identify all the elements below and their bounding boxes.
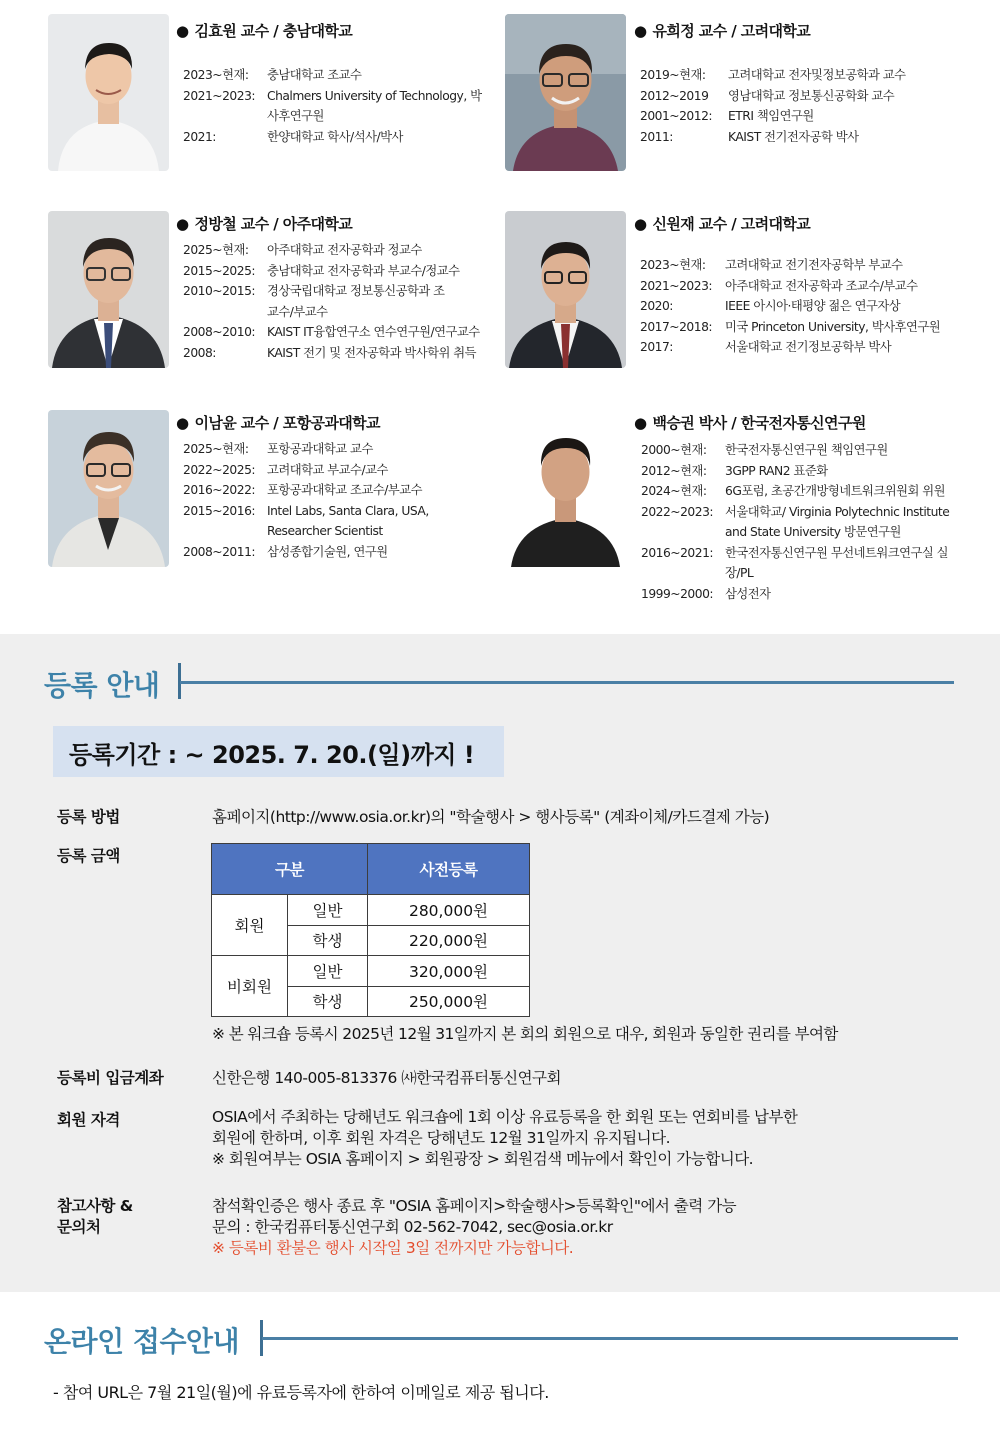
speaker-photo: [505, 14, 626, 171]
speaker-name: ● 정방철 교수 / 아주대학교: [176, 215, 353, 233]
speaker-career: [640, 65, 960, 147]
method-label: 등록 방법: [57, 808, 120, 826]
career-row: 2021: 한양대학교 학사/석사/박사: [183, 129, 403, 144]
career-row: 2001~2012: ETRI 책임연구원: [640, 109, 814, 123]
speaker-name: ● 이남윤 교수 / 포항공과대학교: [176, 414, 380, 432]
refund-note: ※ 등록비 환불은 행사 시작일 3일 전까지만 가능합니다.: [212, 1239, 574, 1257]
membership-label: 회원 자격: [57, 1111, 120, 1129]
speaker-career: [183, 439, 483, 562]
career-row: 2008~2011: 삼성종합기술원, 연구원: [183, 544, 388, 559]
registration-section: [0, 634, 1000, 1292]
fee-member-cell: 회원: [212, 895, 288, 956]
career-row: 2021~2023: Chalmers University of Technology, 박사후연구원: [183, 88, 482, 123]
table-row: [212, 895, 530, 926]
table-row: [212, 956, 530, 987]
notes-text: 참석확인증은 행사 종료 후 "OSIA 홈페이지>학술행사>등록확인"에서 출력 가능 문의 : 한국컴퓨터통신연구회 02-562-7042, sec@osia.or.kr ※ 등록비 환불은 행사 시작일 3일 전까지만 가능합니다.: [212, 1197, 737, 1257]
bullet-icon: ●: [176, 414, 189, 432]
membership-text: OSIA에서 주최하는 당해년도 워크숍에 1회 이상 유료등록을 한 회원 또는 연회비를 납부한 회원에 한하며, 이후 회원 자격은 당해년도 12월 31일까지 유지됩니다. ※ 회원여부는 OSIA 홈페이지 > 회원광장 > 회원검색 메뉴에서 확인이 가능합니다.: [212, 1108, 798, 1168]
career-row: 2012~2019 영남대학교 정보통신공학화 교수: [640, 88, 895, 103]
account-label: 등록비 입금계좌: [57, 1069, 164, 1087]
career-row: 2019~현재: 고려대학교 전자및정보공학과 교수: [640, 68, 906, 82]
fee-header-category: 구분: [212, 844, 368, 895]
registration-period-box: [53, 726, 504, 777]
career-row: 2015~2016: Intel Labs, Santa Clara, USA, Researcher Scientist: [183, 503, 429, 538]
speaker-name: ● 김효원 교수 / 충남대학교: [176, 22, 353, 40]
bullet-icon: ●: [634, 215, 647, 233]
fee-table: [211, 843, 530, 1017]
fee-table-header: [212, 844, 530, 895]
title-divider-line: [262, 1337, 958, 1340]
career-row: 2022~2025: 고려대학교 부교수/교수: [183, 462, 388, 477]
career-row: 2010~2015: 경상국립대학교 정보통신공학과 조교수/부교수: [183, 284, 445, 319]
career-row: 2017~2018: 미국 Princeton University, 박사후연구원: [640, 319, 941, 334]
fee-amount-cell: 250,000원: [368, 986, 530, 1017]
bullet-icon: ●: [176, 22, 189, 40]
career-row: 2015~2025: 충남대학교 전자공학과 부교수/정교수: [183, 263, 460, 278]
fee-type-cell: 일반: [288, 956, 368, 987]
fee-amount-cell: 320,000원: [368, 956, 530, 987]
fee-type-cell: 학생: [288, 986, 368, 1017]
career-row: 2024~현재: 6G포럼, 초공간개방형네트워크위원회 위원: [641, 484, 946, 498]
career-row: 2023~현재: 고려대학교 전기전자공학부 부교수: [640, 258, 903, 272]
career-row: 1999~2000: 삼성전자: [641, 586, 771, 601]
speaker-career: [640, 255, 970, 358]
career-row: 2000~현재: 한국전자통신연구원 책임연구원: [641, 443, 888, 457]
fee-type-cell: 학생: [288, 925, 368, 956]
notes-label: 참고사항 & 문의처: [57, 1197, 133, 1236]
registration-title: 등록 안내: [44, 669, 160, 702]
contact-info: 문의 : 한국컴퓨터통신연구회 02-562-7042, sec@osia.or.kr: [212, 1218, 613, 1236]
registration-period: 등록기간 : ~ 2025. 7. 20.(일)까지 !: [69, 741, 475, 769]
career-row: 2008~2010: KAIST IT융합연구소 연수연구원/연구교수: [183, 325, 480, 339]
account-text: 신한은행 140-005-813376 ㈔한국컴퓨터통신연구회: [212, 1069, 562, 1087]
career-row: 2020: IEEE 아시아·태평양 젊은 연구자상: [640, 299, 901, 313]
speaker-photo: [505, 211, 626, 368]
speaker-photo: [505, 410, 626, 567]
fee-amount-cell: 280,000원: [368, 895, 530, 926]
fee-nonmember-cell: 비회원: [212, 956, 288, 1017]
fee-label: 등록 금액: [57, 847, 120, 865]
title-divider-line: [180, 681, 954, 684]
career-row: 2012~현재: 3GPP RAN2 표준화: [641, 463, 828, 478]
fee-type-cell: 일반: [288, 895, 368, 926]
speaker-name: ● 신원재 교수 / 고려대학교: [634, 215, 811, 233]
career-row: 2008: KAIST 전기 및 전자공학과 박사학위 취득: [183, 345, 477, 360]
speaker-photo: [48, 14, 169, 171]
speaker-name: ● 백승권 박사 / 한국전자통신연구원: [634, 414, 866, 432]
career-row: 2011: KAIST 전기전자공학 박사: [640, 129, 859, 144]
bullet-icon: ●: [634, 414, 647, 432]
speaker-photo: [48, 410, 169, 567]
speaker-name: ● 유희정 교수 / 고려대학교: [634, 22, 811, 40]
speaker-career: [183, 65, 493, 147]
speaker-career: [183, 240, 503, 363]
career-row: 2022~2023: 서울대학교/ Virginia Polytechnic Institute and State University 방문연구원: [641, 504, 950, 539]
career-row: 2025~현재: 포항공과대학교 교수: [183, 442, 373, 456]
bullet-icon: ●: [634, 22, 647, 40]
career-row: 2021~2023: 아주대학교 전자공학과 조교수/부교수: [640, 278, 918, 293]
career-row: 2025~현재: 아주대학교 전자공학과 정교수: [183, 243, 422, 257]
speaker-photo: [48, 211, 169, 368]
career-row: 2023~현재: 충남대학교 조교수: [183, 68, 362, 82]
speaker-career: [641, 440, 971, 604]
career-row: 2016~2021: 한국전자통신연구원 무선네트워크연구실 실장/PL: [641, 545, 949, 580]
online-title: 온라인 접수안내: [44, 1325, 240, 1358]
career-row: 2017: 서울대학교 전기정보공학부 박사: [640, 340, 892, 354]
fee-note: ※ 본 워크숍 등록시 2025년 12월 31일까지 본 회의 회원으로 대우, 회원과 동일한 권리를 부여함: [212, 1025, 838, 1043]
career-row: 2016~2022: 포항공과대학교 조교수/부교수: [183, 483, 422, 497]
method-text: 홈페이지(http://www.osia.or.kr)의 "학술행사 > 행사등록" (계좌이체/카드결제 가능): [212, 808, 770, 826]
bullet-icon: ●: [176, 215, 189, 233]
fee-amount-cell: 220,000원: [368, 925, 530, 956]
fee-header-pre: 사전등록: [368, 844, 530, 895]
online-note: - 참여 URL은 7월 21일(월)에 유료등록자에 한하여 이메일로 제공 됩니다.: [53, 1383, 549, 1402]
